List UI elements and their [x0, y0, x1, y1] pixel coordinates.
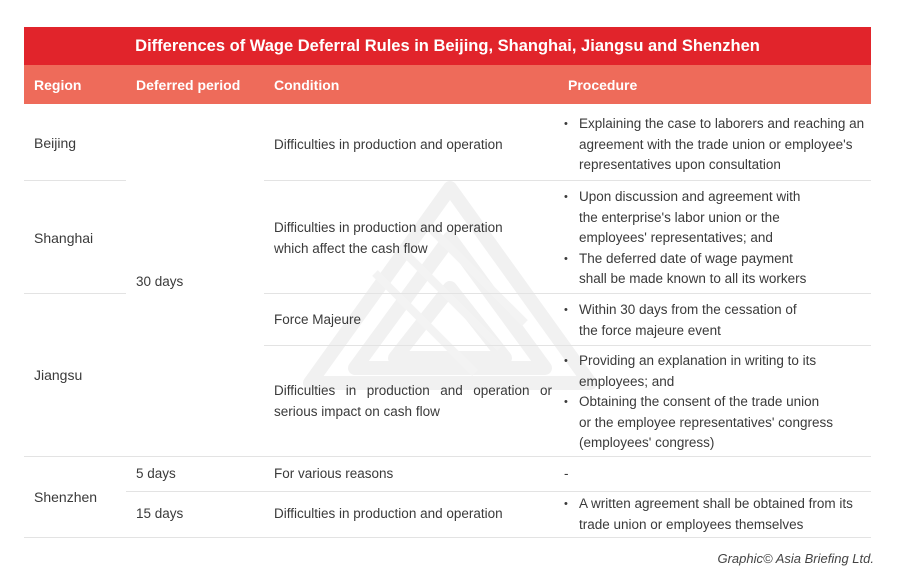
divider	[24, 456, 871, 457]
divider	[24, 293, 126, 294]
procedure-jiangsu-force-majeure	[564, 300, 804, 341]
header-condition: Condition	[274, 77, 340, 93]
divider	[24, 180, 126, 181]
procedure-bullet: • Within 30 days from the cessation of the force majeure event	[564, 300, 804, 341]
period-15-days: 15 days	[136, 506, 184, 521]
table-title: Differences of Wage Deferral Rules in Beijing, Shanghai, Jiangsu and Shenzhen	[24, 27, 871, 65]
condition-shenzhen-difficulties: Difficulties in production and operation	[274, 506, 503, 521]
divider	[264, 293, 871, 294]
period-30-days: 30 days	[136, 274, 184, 289]
procedure-shenzhen-none: -	[564, 466, 569, 481]
procedure-bullet: • Upon discussion and agreement with the enterprise's labor union or the employees' representatives; and	[564, 187, 819, 249]
procedure-bullet: • Obtaining the consent of the trade union or the employee representatives' congress (employees' congress)	[564, 392, 834, 454]
condition-jiangsu-force-majeure: Force Majeure	[274, 312, 362, 327]
header-region: Region	[34, 77, 82, 93]
region-beijing: Beijing	[34, 135, 77, 151]
procedure-bullet: • Providing an explanation in writing to its employees; and	[564, 351, 834, 392]
procedure-bullet: • A written agreement shall be obtained from its trade union or employees themselves	[564, 494, 864, 535]
region-jiangsu: Jiangsu	[34, 367, 83, 383]
procedure-bullet: • The deferred date of wage payment shall be made known to all its workers	[564, 249, 819, 290]
condition-beijing: Difficulties in production and operation	[274, 137, 503, 152]
header-deferred-period: Deferred period	[136, 77, 241, 93]
header-procedure: Procedure	[568, 77, 638, 93]
procedure-shanghai	[564, 187, 819, 290]
procedure-beijing	[564, 114, 869, 176]
procedure-jiangsu-difficulties	[564, 351, 834, 454]
divider	[264, 345, 871, 346]
divider	[264, 180, 871, 181]
region-shanghai: Shanghai	[34, 230, 94, 246]
condition-shenzhen-various: For various reasons	[274, 466, 394, 481]
region-shenzhen: Shenzhen	[34, 489, 98, 505]
period-5-days: 5 days	[136, 466, 176, 481]
procedure-shenzhen-written	[564, 494, 864, 535]
procedure-bullet: • Explaining the case to laborers and reaching an agreement with the trade union or employee's representatives upon consultation	[564, 114, 869, 176]
condition-shanghai: Difficulties in production and operation which affect the cash flow	[274, 220, 503, 256]
divider	[24, 537, 871, 538]
graphic-credit: Graphic© Asia Briefing Ltd.	[717, 551, 874, 566]
table-header	[24, 65, 871, 104]
divider	[126, 491, 871, 492]
condition-jiangsu-difficulties: Difficulties in production and operation or serious impact on cash flow	[274, 383, 552, 419]
